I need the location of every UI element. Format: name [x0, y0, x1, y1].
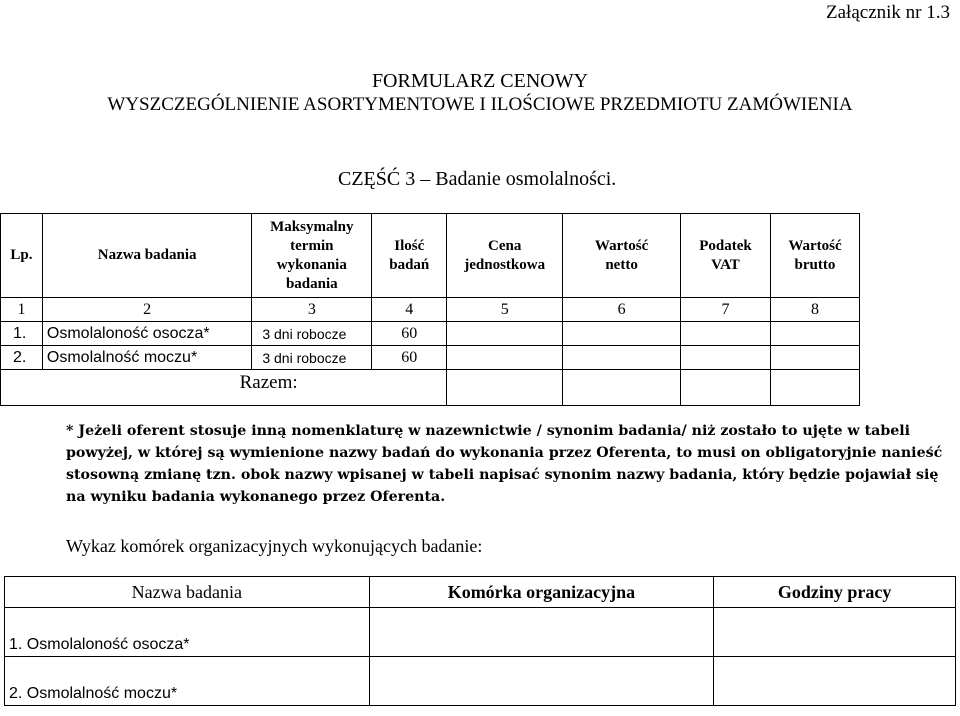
row-term: 3 dni robocze: [252, 346, 372, 370]
total-unit-price[interactable]: [447, 370, 563, 406]
row-net-value[interactable]: [563, 346, 681, 370]
price-table-header: [1, 214, 860, 298]
header-vat: Podatek VAT: [681, 214, 771, 298]
total-row: [1, 370, 860, 406]
units-table: [4, 576, 956, 706]
units-row-unit[interactable]: [369, 608, 714, 657]
row-name: Osmolalność moczu*: [42, 346, 251, 370]
price-table: [0, 213, 860, 406]
total-gross-value[interactable]: [770, 370, 859, 406]
row-net-value[interactable]: [563, 322, 681, 346]
column-numbers-row: [1, 298, 860, 322]
table-row: [5, 657, 956, 706]
total-net-value[interactable]: [563, 370, 681, 406]
units-row-name: 1. Osmolalоność osocza*: [5, 608, 370, 657]
row-name: Osmolalоność osocza*: [42, 322, 251, 346]
units-row-unit[interactable]: [369, 657, 714, 706]
units-row-hours[interactable]: [714, 608, 956, 657]
section-title: CZĘŚĆ 3 – Badanie osmolalności.: [338, 168, 617, 190]
row-quantity: 60: [372, 322, 447, 346]
units-table-header: [5, 577, 956, 608]
units-row-hours[interactable]: [714, 657, 956, 706]
units-header-hours: Godziny pracy: [714, 577, 956, 608]
form-title: FORMULARZ CENOWY: [371, 70, 589, 92]
header-gross-value: Wartość brutto: [770, 214, 859, 298]
column-number: 6: [563, 298, 681, 322]
units-heading: Wykaz komórek organizacyjnych wykonujących badanie:: [66, 536, 483, 556]
units-row-name: 2. Osmolalność moczu*: [5, 657, 370, 706]
header-unit-price: Cena jednostkowa: [447, 214, 563, 298]
header-quantity: Ilość badań: [372, 214, 447, 298]
row-gross-value[interactable]: [770, 346, 859, 370]
row-unit-price[interactable]: [447, 322, 563, 346]
row-term: 3 dni robocze: [252, 322, 372, 346]
units-header-unit: Komórka organizacyjna: [369, 577, 714, 608]
row-vat[interactable]: [681, 322, 771, 346]
row-quantity: 60: [372, 346, 447, 370]
row-lp: 2.: [1, 346, 43, 370]
column-number: 2: [42, 298, 251, 322]
table-row: [1, 346, 860, 370]
units-header-name: Nazwa badania: [5, 577, 370, 608]
table-row: [1, 322, 860, 346]
column-number: 3: [252, 298, 372, 322]
total-label: Razem:: [1, 370, 447, 406]
row-gross-value[interactable]: [770, 322, 859, 346]
header-lp: Lp.: [1, 214, 43, 298]
row-unit-price[interactable]: [447, 346, 563, 370]
total-vat[interactable]: [681, 370, 771, 406]
table-row: [5, 608, 956, 657]
annex-label: Załącznik nr 1.3: [826, 2, 950, 23]
header-term: Maksymalny termin wykonania badania: [252, 214, 372, 298]
row-lp: 1.: [1, 322, 43, 346]
header-name: Nazwa badania: [42, 214, 251, 298]
column-number: 1: [1, 298, 43, 322]
column-number: 4: [372, 298, 447, 322]
footnote: * Jeżeli oferent stosuje inną nomenklaturę w nazewnictwie / synonim badania/ niż zostało to ujęte w tabeli powyżej, w której są wymienione nazwy badań do wykonania przez Oferenta, to musi on obligatoryjnie nanieść stosowną zmianę tzn. obok nazwy wpisanej w tabeli napisać synonim nazwy badania, który będzie pojawiał się na wyniku badania wykonanego przez Oferenta.: [66, 423, 943, 505]
column-number: 8: [770, 298, 859, 322]
column-number: 7: [681, 298, 771, 322]
header-net-value: Wartość netto: [563, 214, 681, 298]
form-subtitle: WYSZCZEGÓLNIENIE ASORTYMENTOWE I ILOŚCIOWE PRZEDMIOTU ZAMÓWIENIA: [107, 94, 853, 115]
column-number: 5: [447, 298, 563, 322]
row-vat[interactable]: [681, 346, 771, 370]
